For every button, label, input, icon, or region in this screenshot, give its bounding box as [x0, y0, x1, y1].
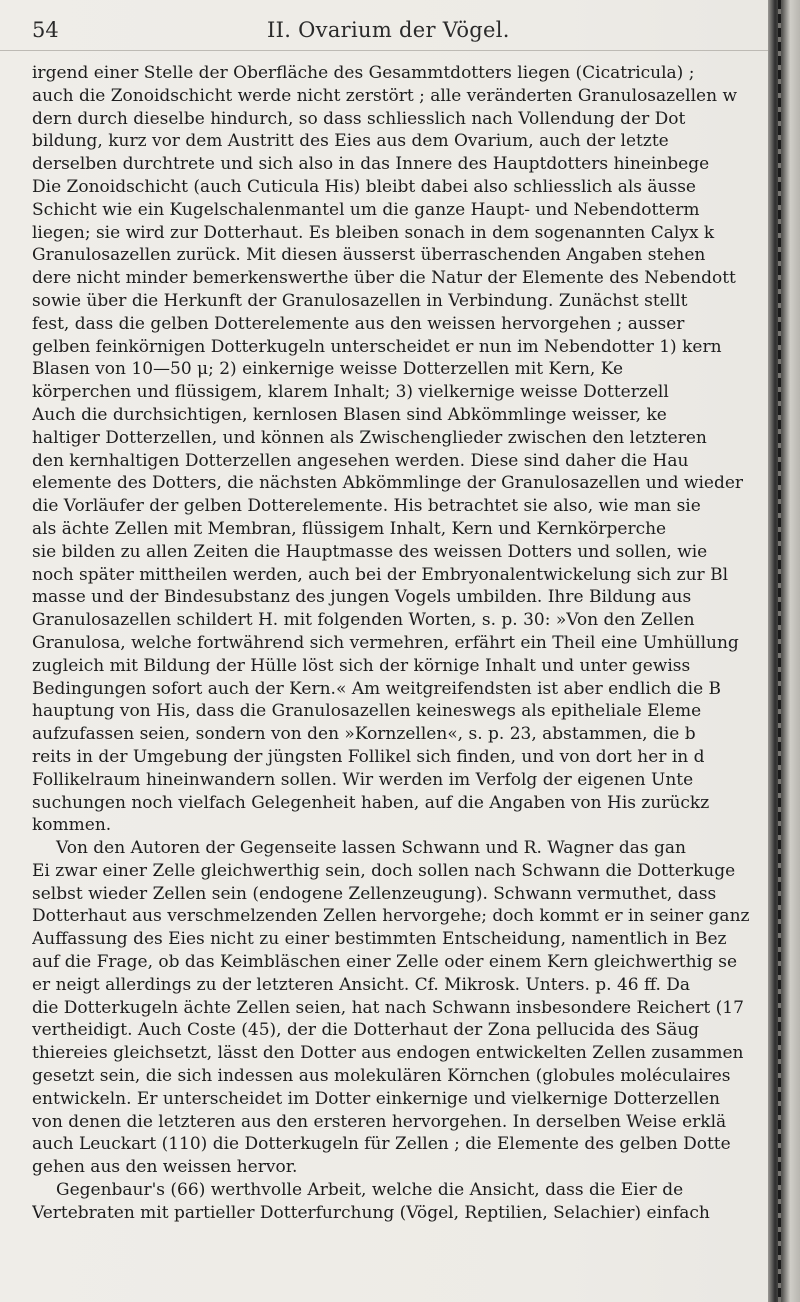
running-title: II. Ovarium der Vögel.: [267, 18, 510, 42]
text-line: den kernhaltigen Dotterzellen angesehen werden. Diese sind daher die Hau: [32, 450, 689, 471]
text-line: suchungen noch vielfach Gelegenheit haben, auf die Angaben von His zurückz: [32, 792, 710, 813]
header-divider: [0, 50, 770, 51]
page-number: 54: [32, 18, 59, 42]
text-line: körperchen und flüssigem, klarem Inhalt; 3) vielkernige weisse Dotterzell: [32, 382, 669, 403]
text-line: gelben feinkörnigen Dotterkugeln unterscheidet er nun im Nebendotter 1) kern: [32, 336, 722, 357]
text-line: haltiger Dotterzellen, und können als Zwischenglieder zwischen den letzteren: [32, 427, 707, 448]
text-line: Schicht wie ein Kugelschalenmantel um die ganze Haupt- und Nebendotterm: [32, 199, 700, 220]
text-line: Vertebraten mit partieller Dotterfurchung (Vögel, Reptilien, Selachier) einfach: [32, 1202, 710, 1223]
text-line: Blasen von 10—50 μ; 2) einkernige weisse Dotterzellen mit Kern, Ke: [32, 359, 624, 380]
text-line: Auffassung des Eies nicht zu einer bestimmten Entscheidung, namentlich in Bez: [32, 929, 727, 950]
text-line: gehen aus den weissen hervor.: [32, 1157, 298, 1178]
text-line: Granulosazellen schildert H. mit folgenden Worten, s. p. 30: »Von den Zellen: [32, 610, 695, 631]
text-line: reits in der Umgebung der jüngsten Follikel sich finden, und von dort her in d: [32, 746, 705, 767]
text-line: Gegenbaur's (66) werthvolle Arbeit, welche die Ansicht, dass die Eier de: [56, 1180, 684, 1201]
text-line: von denen die letzteren aus den ersteren hervorgehen. In derselben Weise erklä: [32, 1111, 727, 1132]
text-line: Granulosa, welche fortwährend sich vermehren, erfährt ein Theil eine Umhüllung: [32, 632, 739, 653]
text-line: dern durch dieselbe hindurch, so dass schliesslich nach Vollendung der Dot: [32, 108, 686, 129]
text-line: er neigt allerdings zu der letzteren Ansicht. Cf. Mikrosk. Unters. p. 46 ff. Da: [32, 974, 691, 995]
text-line: zugleich mit Bildung der Hülle löst sich der körnige Inhalt und unter gewiss: [32, 655, 691, 676]
text-line: entwickeln. Er unterscheidet im Dotter einkernige und vielkernige Dotterzellen: [32, 1088, 720, 1109]
text-line: gesetzt sein, die sich indessen aus molekulären Körnchen (globules moléculaires: [32, 1066, 731, 1087]
text-line: liegen; sie wird zur Dotterhaut. Es bleiben sonach in dem sogenannten Calyx k: [32, 222, 715, 243]
text-line: sowie über die Herkunft der Granulosazellen in Verbindung. Zunächst stellt: [32, 290, 688, 311]
text-line: noch später mittheilen werden, auch bei der Embryonalentwickelung sich zur Bl: [32, 564, 729, 585]
text-line: selbst wieder Zellen sein (endogene Zellenzeugung). Schwann vermuthet, dass: [32, 883, 717, 904]
text-line: auf die Frage, ob das Keimbläschen einer Zelle oder einem Kern gleichwerthig se: [32, 952, 738, 973]
text-line: auch Leuckart (110) die Dotterkugeln für Zellen ; die Elemente des gelben Dotte: [32, 1134, 731, 1155]
text-line: kommen.: [32, 815, 112, 836]
text-line: hauptung von His, dass die Granulosazellen keineswegs als epitheliale Eleme: [32, 701, 702, 722]
book-spine-shadow: [768, 0, 800, 1302]
text-line: die Vorläufer der gelben Dotterelemente. His betrachtet sie also, wie man sie: [32, 496, 701, 517]
text-line: Ei zwar einer Zelle gleichwerthig sein, doch sollen nach Schwann die Dotterkuge: [32, 860, 736, 881]
text-line: auch die Zonoidschicht werde nicht zerstört ; alle veränderten Granulosazellen w: [32, 85, 738, 106]
text-line: Dotterhaut aus verschmelzenden Zellen hervorgehe; doch kommt er in seiner ganz: [32, 906, 750, 927]
text-line: fest, dass die gelben Dotterelemente aus den weissen hervorgehen ; ausser: [32, 313, 685, 334]
text-line: dere nicht minder bemerkenswerthe über die Natur der Elemente des Nebendott: [32, 268, 736, 289]
text-line: als ächte Zellen mit Membran, flüssigem Inhalt, Kern und Kernkörperche: [32, 518, 667, 539]
text-line: Auch die durchsichtigen, kernlosen Blasen sind Abkömmlinge weisser, ke: [32, 404, 667, 425]
text-line: derselben durchtrete und sich also in das Innere des Hauptdotters hineinbege: [32, 154, 710, 175]
text-line: aufzufassen seien, sondern von den »Kornzellen«, s. p. 23, abstammen, die b: [32, 724, 696, 745]
page-header: [32, 18, 760, 46]
text-line: Follikelraum hineinwandern sollen. Wir werden im Verfolg der eigenen Unte: [32, 769, 694, 790]
text-line: bildung, kurz vor dem Austritt des Eies aus dem Ovarium, auch der letzte: [32, 131, 669, 152]
text-line: sie bilden zu allen Zeiten die Hauptmasse des weissen Dotters und sollen, wie: [32, 541, 708, 562]
text-line: Granulosazellen zurück. Mit diesen äusserst überraschenden Angaben stehen: [32, 245, 706, 266]
text-line: elemente des Dotters, die nächsten Abkömmlinge der Granulosazellen und wieder: [32, 473, 744, 494]
text-line: die Dotterkugeln ächte Zellen seien, hat nach Schwann insbesondere Reichert (17: [32, 997, 744, 1018]
text-line: Von den Autoren der Gegenseite lassen Schwann und R. Wagner das gan: [56, 838, 686, 859]
text-line: Die Zonoidschicht (auch Cuticula His) bleibt dabei also schliesslich als äusse: [32, 176, 696, 197]
text-line: Bedingungen sofort auch der Kern.« Am weitgreifendsten ist aber endlich die B: [32, 678, 722, 699]
text-line: thiereies gleichsetzt, lässt den Dotter aus endogen entwickelten Zellen zusammen: [32, 1043, 744, 1064]
text-line: vertheidigt. Auch Coste (45), der die Dotterhaut der Zona pellucida des Säug: [32, 1020, 700, 1041]
text-line: irgend einer Stelle der Oberfläche des Gesammtdotters liegen (Cicatricula) ;: [32, 63, 695, 83]
body-text: [32, 62, 768, 1225]
text-line: masse und der Bindesubstanz des jungen Vogels umbilden. Ihre Bildung aus: [32, 587, 692, 608]
